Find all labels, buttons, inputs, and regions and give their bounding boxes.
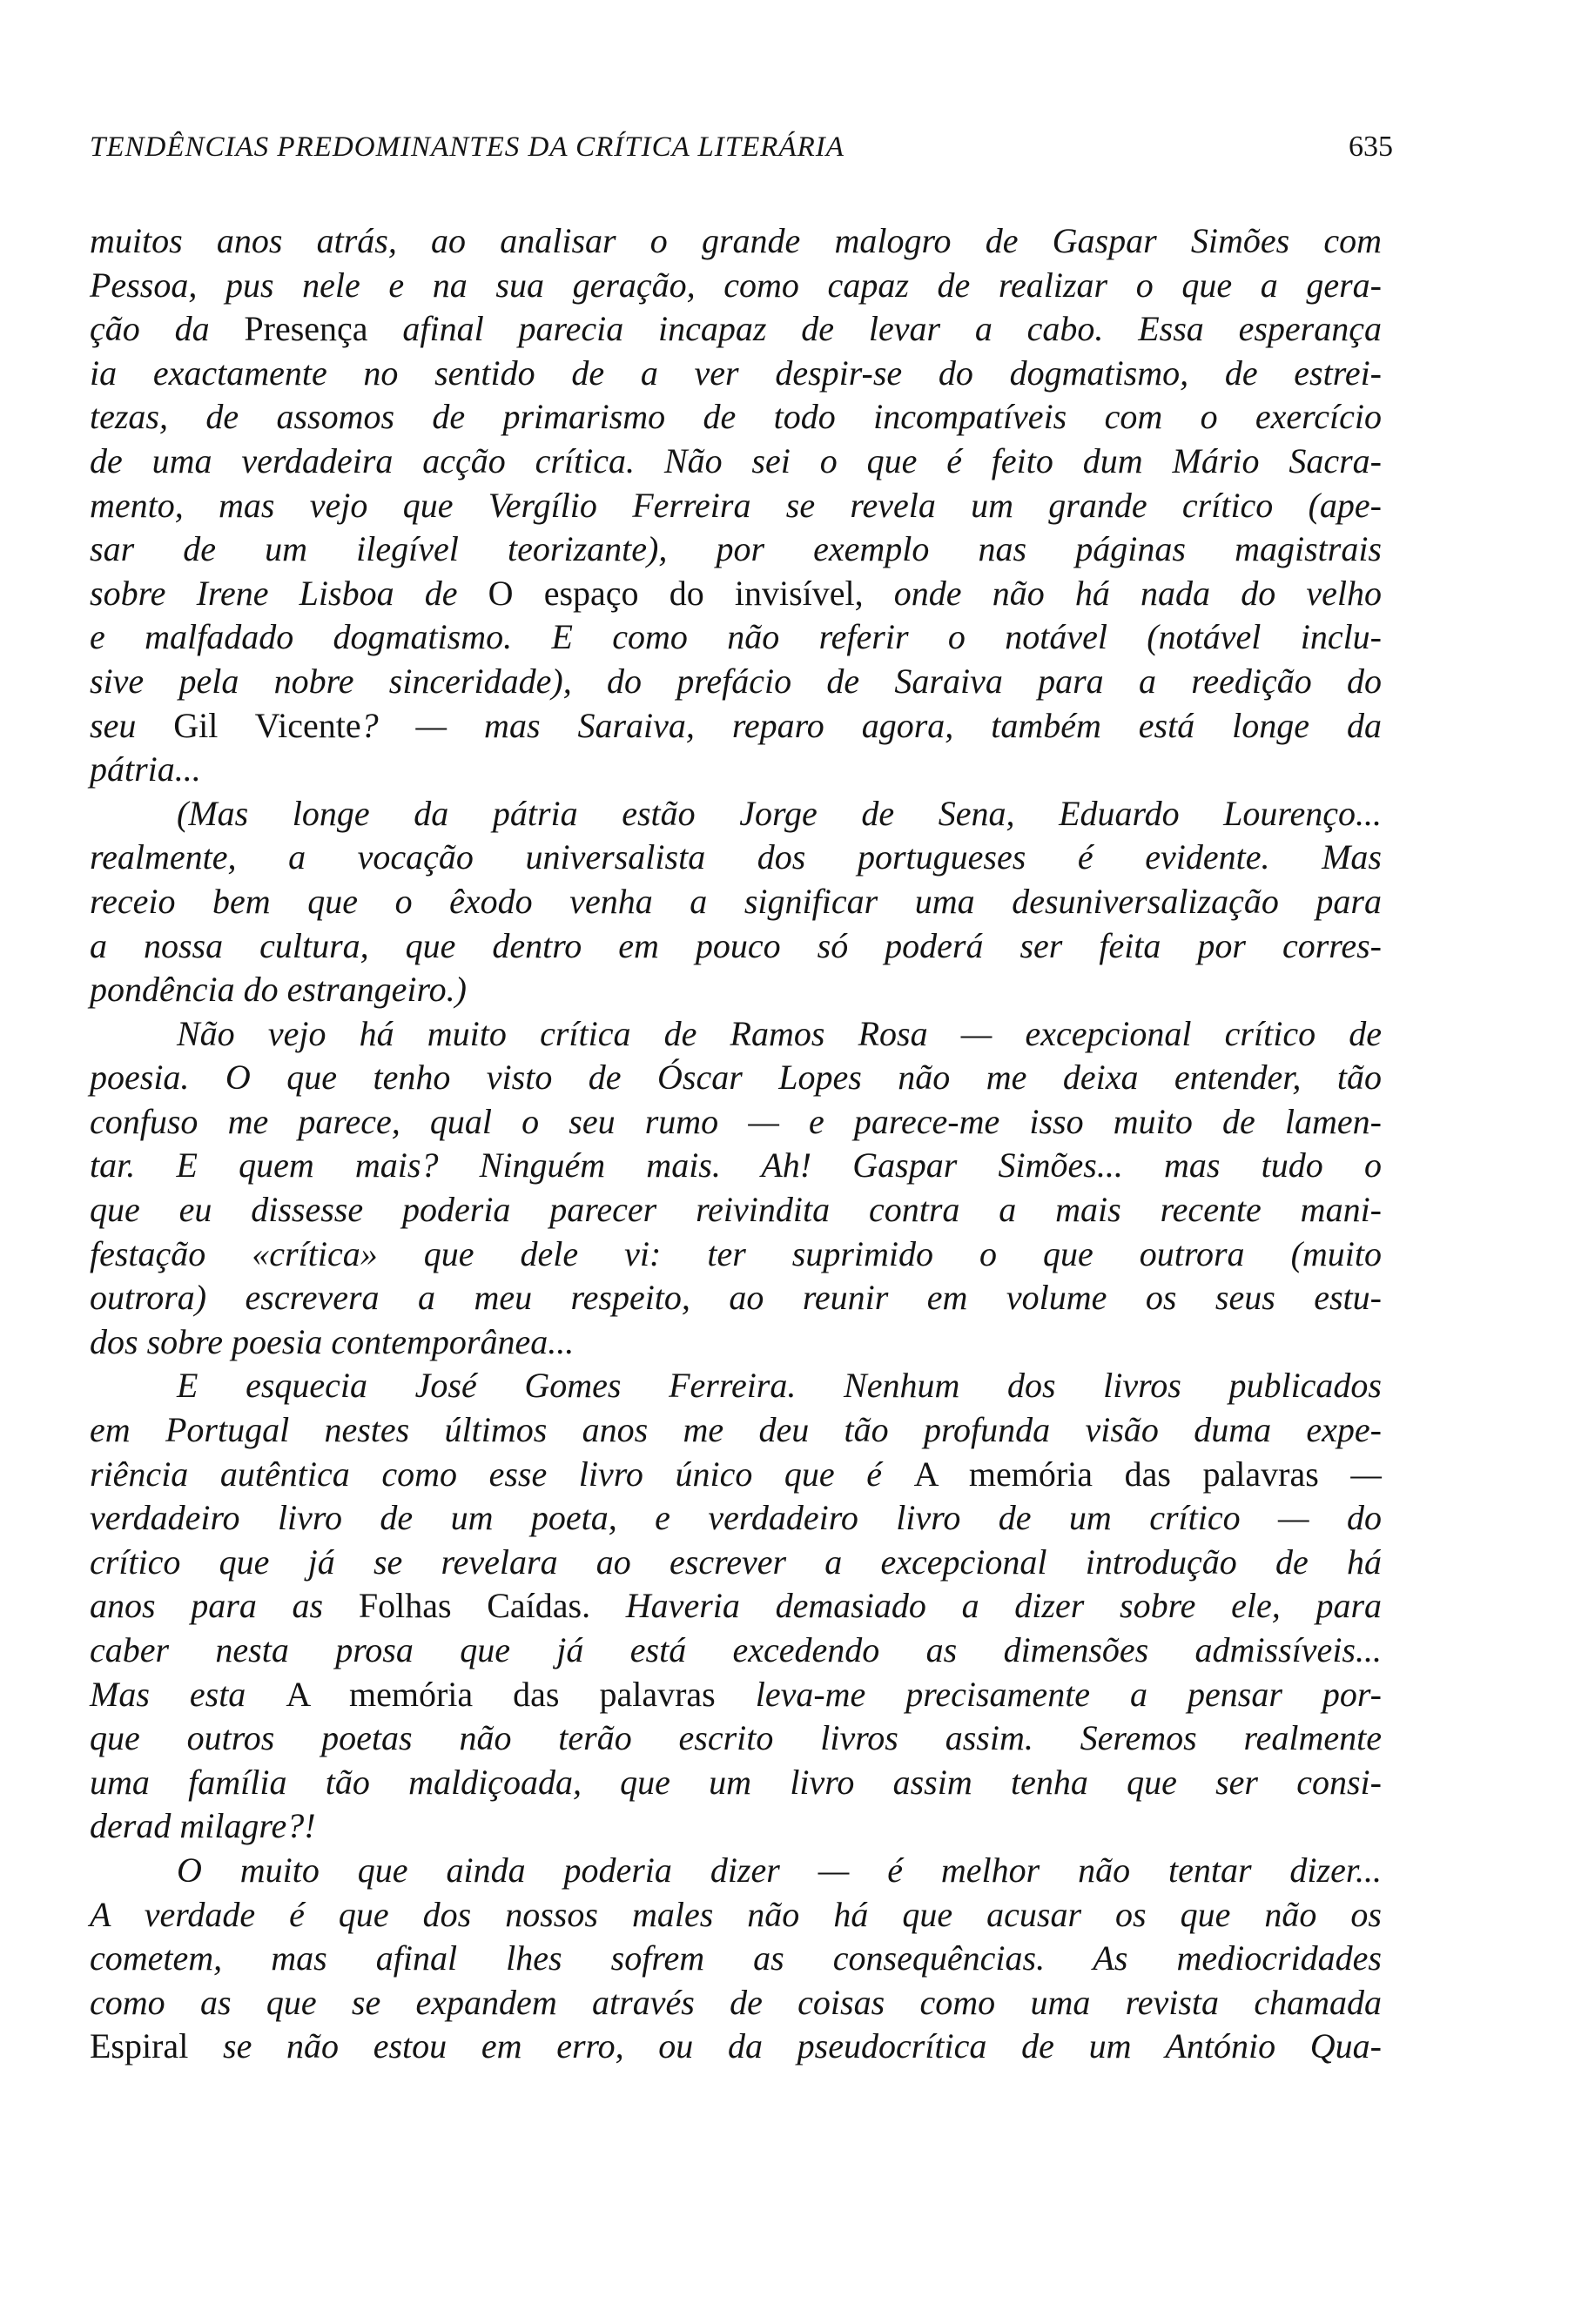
text-line bbox=[90, 660, 1382, 704]
text-line bbox=[90, 1673, 1382, 1717]
italic-text: realmente, a vocação universalista dos portugueses é evidente. Mas bbox=[90, 837, 1382, 877]
text-line bbox=[90, 968, 1382, 1012]
text-line bbox=[90, 484, 1382, 528]
italic-text: A verdade é que dos nossos males não há que acusar os que não os bbox=[90, 1894, 1382, 1934]
text-line bbox=[90, 352, 1382, 396]
italic-text: tezas, de assomos de primarismo de todo incompatíveis com o exercício bbox=[90, 397, 1382, 437]
text-line bbox=[90, 880, 1382, 924]
text-line bbox=[90, 1453, 1382, 1497]
italic-text: se não estou em erro, ou da pseudocrítica de um António Qua- bbox=[188, 2026, 1382, 2066]
text-line bbox=[90, 1100, 1382, 1145]
text-line bbox=[90, 2025, 1382, 2069]
italic-text: crítico que já se revelara ao escrever a excepcional introdução de há bbox=[90, 1541, 1382, 1582]
text-line bbox=[90, 440, 1382, 484]
italic-text: ção da bbox=[90, 309, 245, 349]
italic-text: ia exactamente no sentido de a ver despir-se do dogmatismo, de estrei- bbox=[90, 353, 1382, 393]
italic-text: em Portugal nestes últimos anos me deu tão profunda visão duma expe- bbox=[90, 1410, 1382, 1450]
text-line bbox=[90, 1981, 1382, 2025]
italic-text: sobre Irene Lisboa de bbox=[90, 573, 488, 613]
text-line bbox=[90, 1629, 1382, 1673]
italic-text: sive pela nobre sinceridade), do prefácio de Saraiva para a reedição do bbox=[90, 661, 1382, 701]
text-line bbox=[90, 748, 1382, 792]
text-line bbox=[90, 572, 1382, 616]
italic-text: seu bbox=[90, 705, 174, 745]
text-line bbox=[90, 792, 1382, 836]
text-line bbox=[90, 1804, 1382, 1849]
italic-text: anos para as bbox=[90, 1586, 359, 1626]
text-line bbox=[90, 1937, 1382, 1981]
italic-text: dos sobre poesia contemporânea... bbox=[90, 1321, 575, 1361]
italic-text: caber nesta prosa que já está excedendo as dimensões admissíveis... bbox=[90, 1630, 1382, 1669]
text-line bbox=[90, 1716, 1382, 1761]
italic-text: a nossa cultura, que dentro em pouco só poderá ser feita por corres- bbox=[90, 925, 1382, 965]
italic-text: confuso me parece, qual o seu rumo — e parece-me isso muito de lamen- bbox=[90, 1101, 1382, 1141]
roman-title-text: Gil Vicente bbox=[173, 705, 361, 745]
italic-text: derad milagre?! bbox=[90, 1806, 316, 1846]
roman-title-text: Folhas Caídas. bbox=[358, 1586, 591, 1626]
text-line bbox=[90, 1541, 1382, 1585]
italic-text: leva-me precisamente a pensar por- bbox=[715, 1674, 1382, 1714]
body-text bbox=[90, 219, 1382, 2069]
italic-text: cometem, mas afinal lhes sofrem as consequências. As mediocridades bbox=[90, 1938, 1382, 1978]
italic-text: Mas esta bbox=[90, 1674, 286, 1714]
text-line bbox=[90, 1893, 1382, 1938]
text-line bbox=[90, 1233, 1382, 1277]
italic-text: muitos anos atrás, ao analisar o grande malogro de Gaspar Simões com bbox=[90, 221, 1382, 260]
text-line bbox=[90, 527, 1382, 572]
running-title: TENDÊNCIAS PREDOMINANTES DA CRÍTICA LITERÁRIA bbox=[90, 131, 844, 163]
italic-text: pátria... bbox=[90, 749, 201, 789]
text-line bbox=[90, 1849, 1382, 1893]
italic-text: riência autêntica como esse livro único que é bbox=[90, 1454, 914, 1494]
text-line bbox=[90, 1408, 1382, 1453]
italic-text: outrora) escrevera a meu respeito, ao reunir em volume os seus estu- bbox=[90, 1278, 1382, 1318]
italic-text: festação «crítica» que dele vi: ter suprimido o que outrora (muito bbox=[90, 1233, 1382, 1273]
text-line bbox=[90, 1584, 1382, 1629]
text-line bbox=[90, 219, 1382, 264]
italic-text: Não vejo há muito crítica de Ramos Rosa — excepcional crítico de bbox=[177, 1013, 1382, 1053]
text-line bbox=[90, 1056, 1382, 1100]
italic-text: que eu dissesse poderia parecer reivindita contra a mais recente mani- bbox=[90, 1190, 1382, 1230]
text-line bbox=[90, 1144, 1382, 1188]
italic-text: poesia. O que tenho visto de Óscar Lopes não me deixa entender, tão bbox=[90, 1058, 1382, 1098]
italic-text: — bbox=[1318, 1454, 1382, 1494]
running-head bbox=[90, 131, 1393, 172]
italic-text: E esquecia José Gomes Ferreira. Nenhum dos livros publicados bbox=[177, 1366, 1382, 1406]
text-line bbox=[90, 1761, 1382, 1805]
roman-title-text: Espiral bbox=[90, 2026, 189, 2066]
page-number: 635 bbox=[1349, 131, 1393, 163]
italic-text: mento, mas vejo que Vergílio Ferreira se revela um grande crítico (ape- bbox=[90, 485, 1382, 525]
roman-title-text: A memória das palavras bbox=[286, 1674, 716, 1714]
italic-text: Haveria demasiado a dizer sobre ele, para bbox=[590, 1586, 1383, 1626]
text-line bbox=[90, 1276, 1382, 1320]
italic-text: como as que se expandem através de coisas como uma revista chamada bbox=[90, 1982, 1382, 2022]
italic-text: tar. E quem mais? Ninguém mais. Ah! Gaspar Simões... mas tudo o bbox=[90, 1145, 1382, 1186]
text-line bbox=[90, 264, 1382, 308]
italic-text: (Mas longe da pátria estão Jorge de Sena, Eduardo Lourenço... bbox=[177, 793, 1382, 833]
roman-title-text: Presença bbox=[244, 309, 368, 349]
text-line bbox=[90, 307, 1382, 352]
italic-text: Pessoa, pus nele e na sua geração, como capaz de realizar o que a gera- bbox=[90, 265, 1382, 305]
text-line bbox=[90, 1364, 1382, 1408]
text-line bbox=[90, 1496, 1382, 1541]
roman-title-text: A memória das palavras bbox=[913, 1454, 1319, 1494]
italic-text: afinal parecia incapaz de levar a cabo. Essa esperança bbox=[367, 309, 1382, 349]
text-line bbox=[90, 924, 1382, 969]
text-line bbox=[90, 1012, 1382, 1057]
italic-text: verdadeiro livro de um poeta, e verdadeiro livro de um crítico — do bbox=[90, 1498, 1382, 1538]
italic-text: uma família tão maldiçoada, que um livro assim tenha que ser consi- bbox=[90, 1762, 1382, 1802]
text-line bbox=[90, 395, 1382, 440]
italic-text: sar de um ilegível teorizante), por exemplo nas páginas magistrais bbox=[90, 529, 1382, 569]
italic-text: receio bem que o êxodo venha a significar uma desuniversalização para bbox=[90, 881, 1382, 921]
text-line bbox=[90, 704, 1382, 749]
text-line bbox=[90, 615, 1382, 660]
text-line bbox=[90, 1188, 1382, 1233]
italic-text: ? — mas Saraiva, reparo agora, também está longe da bbox=[360, 705, 1382, 745]
text-line bbox=[90, 836, 1382, 880]
italic-text: que outros poetas não terão escrito livros assim. Seremos realmente bbox=[90, 1718, 1382, 1758]
italic-text: e malfadado dogmatismo. E como não referir o notável (notável inclu- bbox=[90, 617, 1382, 657]
italic-text: onde não há nada do velho bbox=[863, 573, 1382, 613]
italic-text: de uma verdadeira acção crítica. Não sei o que é feito dum Mário Sacra- bbox=[90, 440, 1382, 480]
italic-text: O muito que ainda poderia dizer — é melhor não tentar dizer... bbox=[177, 1850, 1382, 1890]
italic-text: pondência do estrangeiro.) bbox=[90, 970, 467, 1010]
roman-title-text: O espaço do invisível, bbox=[488, 573, 864, 613]
text-line bbox=[90, 1320, 1382, 1365]
